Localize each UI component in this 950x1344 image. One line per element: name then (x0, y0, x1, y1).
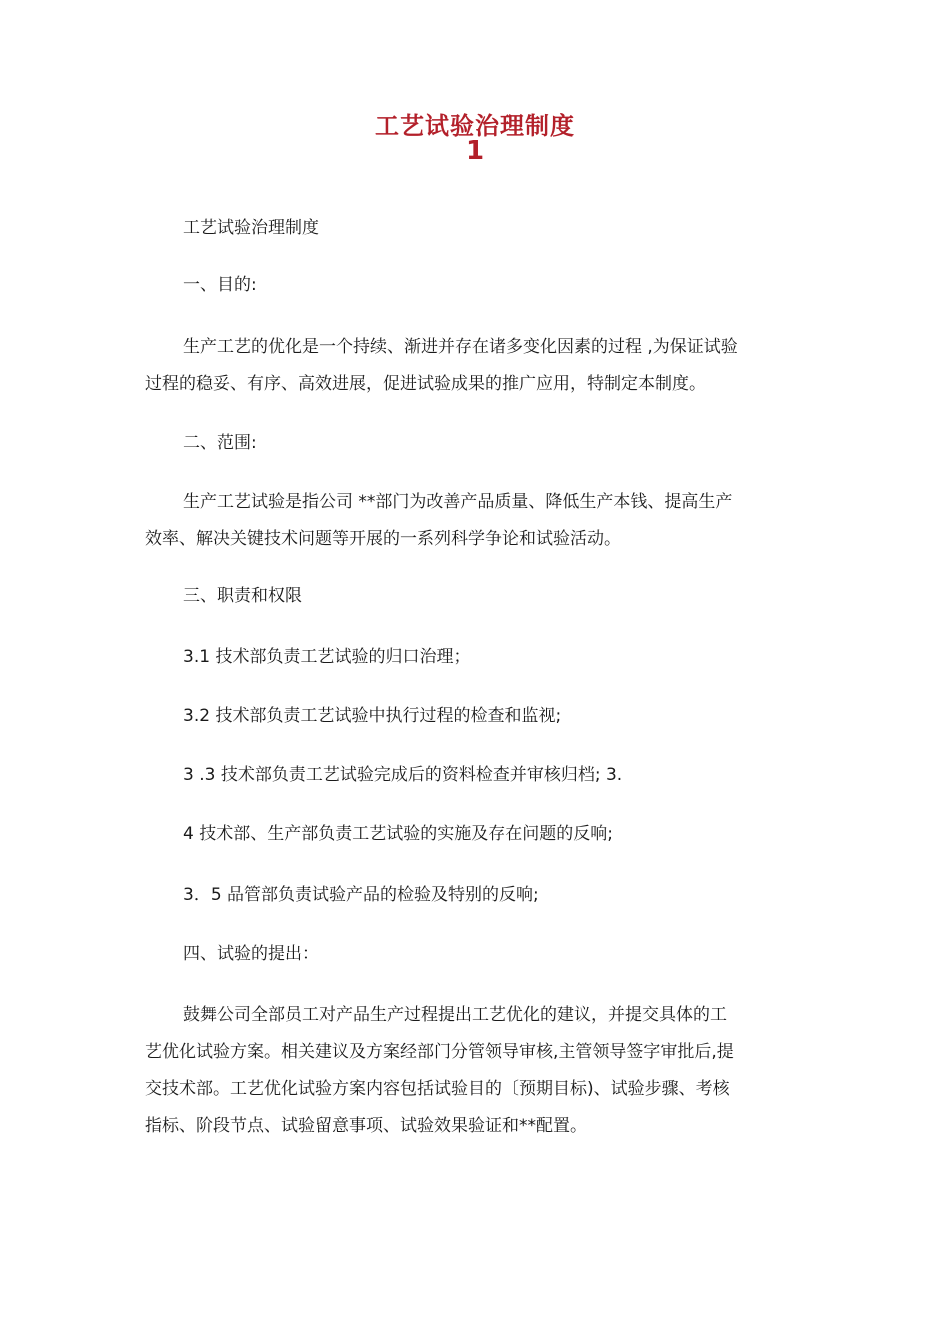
paragraph-line: 交技术部。工艺优化试验方案内容包括试验目的〔预期目标)、试验步骤、考核 (145, 1079, 730, 1099)
section-heading: 工艺试验治理制度 (183, 218, 319, 238)
paragraph-line: 指标、阶段节点、试验留意事项、试验效果验证和**配置。 (145, 1116, 587, 1136)
section-heading: 三、职责和权限 (183, 586, 302, 606)
paragraph-line: 生产工艺的优化是一个持续、渐进并存在诸多变化因素的过程 ,为保证试验 (183, 337, 738, 357)
paragraph-line: 效率、解决关键技术问题等开展的一系列科学争论和试验活动。 (145, 529, 621, 549)
list-item: 3 .3 技术部负责工艺试验完成后的资料检查并审核归档; 3. (183, 765, 623, 785)
section-heading: 二、范围: (183, 433, 257, 453)
document-title-number: 1 (465, 136, 485, 166)
section-heading: 四、试验的提出： (183, 944, 319, 964)
list-item: 3.2 技术部负责工艺试验中执行过程的检查和监视; (183, 706, 562, 726)
section-heading: 一、目的: (183, 275, 257, 295)
list-item: 3.1 技术部负责工艺试验的归口治理； (183, 647, 471, 667)
list-item: 4 技术部、生产部负责工艺试验的实施及存在问题的反响; (183, 824, 613, 844)
document-title: 工艺试验治理制度 (375, 112, 575, 140)
paragraph-line: 艺优化试验方案。相关建议及方案经部门分管领导审核,主管领导签字审批后,提 (145, 1042, 734, 1062)
paragraph-line: 过程的稳妥、有序、高效进展，促进试验成果的推广应用，特制定本制度。 (145, 374, 706, 394)
paragraph-line: 生产工艺试验是指公司 **部门为改善产品质量、降低生产本钱、提高生产 (183, 492, 733, 512)
paragraph-line: 鼓舞公司全部员工对产品生产过程提出工艺优化的建议，并提交具体的工 (183, 1005, 727, 1025)
list-item: 3．5 品管部负责试验产品的检验及特别的反响; (183, 885, 539, 905)
